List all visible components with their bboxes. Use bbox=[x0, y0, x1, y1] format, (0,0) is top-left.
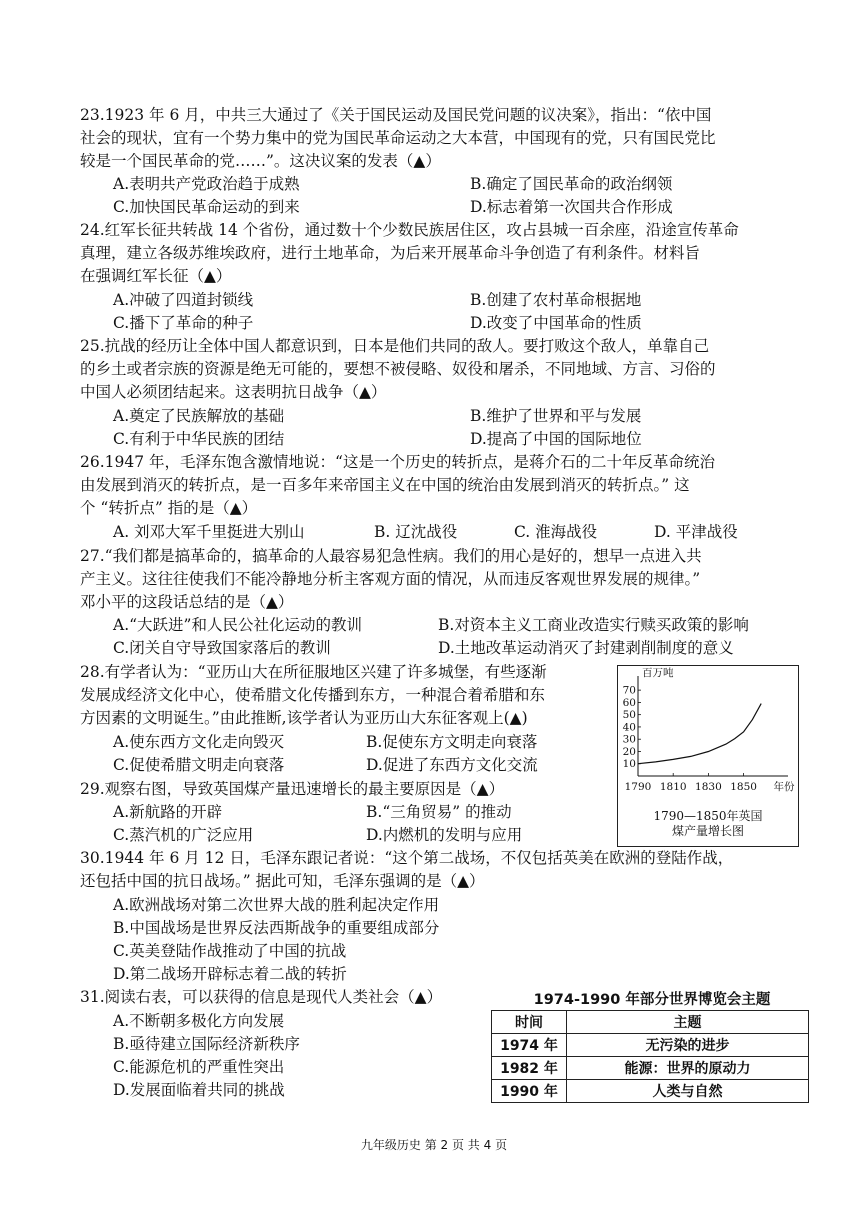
q27-option-d: D.土地改革运动消灭了封建剥削制度的意义 bbox=[438, 639, 734, 657]
q28-stem-line1: 28.有学者认为：“亚历山大在所征服地区兴建了许多城堡，有些逐渐 bbox=[80, 663, 547, 681]
q29-option-a: A.新航路的开辟 bbox=[113, 803, 223, 821]
y-tick-label: 30 bbox=[622, 733, 636, 746]
q24-stem-line1: 24.红军长征共转战 14 个省份，通过数十个少数民族居住区，攻占县城一百余座，沿途宣传革命 bbox=[80, 221, 739, 239]
expo-table bbox=[491, 1010, 809, 1103]
y-tick-label: 60 bbox=[622, 696, 636, 709]
q31-option-b: B.亟待建立国际经济新秩序 bbox=[113, 1035, 300, 1053]
q23-option-d: D.标志着第一次国共合作形成 bbox=[470, 198, 673, 216]
y-tick-label: 70 bbox=[622, 684, 636, 697]
q29-stem: 29.观察右图，导致英国煤产量迅速增长的最主要原因是（▲） bbox=[80, 780, 505, 798]
page-footer: 九年级历史 第 2 页 共 4 页 bbox=[360, 1138, 508, 1152]
q26-stem-line1: 26.1947 年，毛泽东饱含激情地说：“这是一个历史的转折点，是蒋介石的二十年反革命统治 bbox=[80, 453, 715, 471]
q23-stem-line3: 较是一个国民革命的党……”。这决议案的发表（▲） bbox=[80, 152, 441, 170]
expo-year-cell: 1982 年 bbox=[492, 1057, 567, 1080]
q26-option-b: B. 辽沈战役 bbox=[374, 523, 458, 541]
y-tick-label: 10 bbox=[622, 758, 636, 771]
q23-option-b: B.确定了国民革命的政治纲领 bbox=[470, 175, 673, 193]
q26-option-d: D. 平津战役 bbox=[654, 523, 738, 541]
q30-option-d: D.第二战场开辟标志着二战的转折 bbox=[113, 965, 347, 983]
q24-stem-line2: 真理，建立各级苏维埃政府，进行土地革命，为后来开展革命斗争创造了有利条件。材料旨 bbox=[80, 244, 701, 262]
q30-option-a: A.欧洲战场对第二次世界大战的胜利起决定作用 bbox=[113, 896, 440, 914]
q30-stem-line1: 30.1944 年 6 月 12 日，毛泽东跟记者说：“这个第二战场，不仅包括英美在欧洲的登陆作战， bbox=[80, 849, 734, 867]
q24-option-a: A.冲破了四道封锁线 bbox=[113, 291, 254, 309]
q27-stem-line2: 产主义。这往往使我们不能冷静地分析主客观方面的情况，从而违反客观世界发展的规律。” bbox=[80, 570, 701, 588]
q25-stem-line3: 中国人必须团结起来。这表明抗日战争（▲） bbox=[80, 383, 387, 401]
q27-option-b: B.对资本主义工商业改造实行赎买政策的影响 bbox=[438, 616, 749, 634]
coal-production-chart bbox=[617, 665, 799, 847]
x-tick-label: 1810 bbox=[659, 781, 687, 793]
x-tick-label: 1790 bbox=[624, 781, 652, 793]
q24-option-b: B.创建了农村革命根据地 bbox=[470, 291, 642, 309]
q25-option-d: D.提高了中国的国际地位 bbox=[470, 430, 642, 448]
q28-stem-line2: 发展成经济文化中心，使希腊文化传播到东方，一种混合着希腊和东 bbox=[80, 686, 546, 704]
expo-theme-cell: 无污染的进步 bbox=[567, 1034, 809, 1057]
q29-option-c: C.蒸汽机的广泛应用 bbox=[113, 826, 254, 844]
y-tick-label: 20 bbox=[622, 745, 636, 758]
q23-option-c: C.加快国民革命运动的到来 bbox=[113, 198, 300, 216]
q27-option-a: A.“大跃进”和人民公社化运动的教训 bbox=[113, 616, 362, 634]
q24-option-c: C.播下了革命的种子 bbox=[113, 314, 254, 332]
expo-table-title: 1974-1990 年部分世界博览会主题 bbox=[533, 992, 771, 1008]
q23-option-a: A.表明共产党政治趋于成熟 bbox=[113, 175, 300, 193]
q28-option-a: A.使东西方文化走向毁灭 bbox=[113, 733, 285, 751]
expo-year-cell: 1974 年 bbox=[492, 1034, 567, 1057]
q23-stem-line1: 23.1923 年 6 月，中共三大通过了《关于国民运动及国民党问题的议决案》，指出：“依中国 bbox=[80, 106, 712, 124]
q31-option-c: C.能源危机的严重性突出 bbox=[113, 1058, 285, 1076]
q31-option-d: D.发展面临着共同的挑战 bbox=[113, 1081, 285, 1099]
q25-option-c: C.有利于中华民族的团结 bbox=[113, 430, 285, 448]
q25-stem-line2: 的乡土或者宗族的资源是绝无可能的，要想不被侵略、奴役和屠杀，不同地域、方言、习俗的 bbox=[80, 360, 716, 378]
q25-stem-line1: 25.抗战的经历让全体中国人都意识到，日本是他们共同的敌人。要打败这个敌人，单靠自己 bbox=[80, 337, 710, 355]
expo-theme-cell: 能源：世界的原动力 bbox=[567, 1057, 809, 1080]
chart-caption-line1: 1790—1850年英国 bbox=[653, 809, 763, 823]
q30-option-b: B.中国战场是世界反法西斯战争的重要组成部分 bbox=[113, 919, 440, 937]
q29-option-d: D.内燃机的发明与应用 bbox=[366, 826, 523, 844]
q30-option-c: C.英美登陆作战推动了中国的抗战 bbox=[113, 942, 347, 960]
table-row bbox=[492, 1080, 809, 1103]
q24-option-d: D.改变了中国革命的性质 bbox=[470, 314, 642, 332]
q24-stem-line3: 在强调红军长征（▲） bbox=[80, 267, 232, 285]
expo-header-time: 时间 bbox=[492, 1011, 567, 1034]
q28-stem-line3: 方因素的文明诞生。”由此推断,该学者认为亚历山大东征客观上(▲) bbox=[80, 709, 528, 727]
x-tick-label: 1830 bbox=[695, 781, 722, 793]
q28-option-c: C.促使希腊文明走向衰落 bbox=[113, 756, 285, 774]
expo-table-header bbox=[492, 1011, 809, 1034]
q27-option-c: C.闭关自守导致国家落后的教训 bbox=[113, 639, 331, 657]
q31-option-a: A.不断朝多极化方向发展 bbox=[113, 1012, 285, 1030]
q29-option-b: B.“三角贸易” 的推动 bbox=[366, 803, 512, 821]
table-row bbox=[492, 1034, 809, 1057]
q26-option-c: C. 淮海战役 bbox=[514, 523, 598, 541]
x-tick-label: 1850 bbox=[730, 781, 757, 793]
x-axis-label: 年份 bbox=[773, 781, 795, 793]
y-tick-label: 50 bbox=[622, 709, 636, 722]
expo-year-cell: 1990 年 bbox=[492, 1080, 567, 1103]
q31-stem: 31.阅读右表，可以获得的信息是现代人类社会（▲） bbox=[80, 988, 443, 1006]
q28-option-b: B.促使东方文明走向衰落 bbox=[366, 733, 538, 751]
q27-stem-line1: 27.“我们都是搞革命的，搞革命的人最容易犯急性病。我们的用心是好的，想早一点进入共 bbox=[80, 547, 702, 565]
coal-production-line bbox=[638, 704, 761, 764]
y-axis-label: 百万吨 bbox=[642, 667, 674, 679]
y-tick-label: 40 bbox=[622, 721, 636, 734]
table-row bbox=[492, 1057, 809, 1080]
chart-caption-line2: 煤产量增长图 bbox=[671, 824, 744, 838]
q26-stem-line2: 由发展到消灭的转折点，是一百多年来帝国主义在中国的统治由发展到消灭的转折点。” 这 bbox=[80, 476, 690, 494]
q27-stem-line3: 邓小平的这段话总结的是（▲） bbox=[80, 593, 294, 611]
expo-header-theme: 主题 bbox=[567, 1011, 809, 1034]
q25-option-b: B.维护了世界和平与发展 bbox=[470, 407, 642, 425]
q26-option-a: A. 刘邓大军千里挺进大别山 bbox=[113, 523, 305, 541]
q25-option-a: A.奠定了民族解放的基础 bbox=[113, 407, 285, 425]
q26-stem-line3: 个 “转折点” 指的是（▲） bbox=[80, 499, 258, 517]
q28-option-d: D.促进了东西方文化交流 bbox=[366, 756, 538, 774]
q23-stem-line2: 社会的现状，宜有一个势力集中的党为国民革命运动之大本营，中国现有的党，只有国民党比 bbox=[80, 129, 716, 147]
q30-stem-line2: 还包括中国的抗日战场。” 据此可知，毛泽东强调的是（▲） bbox=[80, 872, 485, 890]
expo-theme-cell: 人类与自然 bbox=[567, 1080, 809, 1103]
